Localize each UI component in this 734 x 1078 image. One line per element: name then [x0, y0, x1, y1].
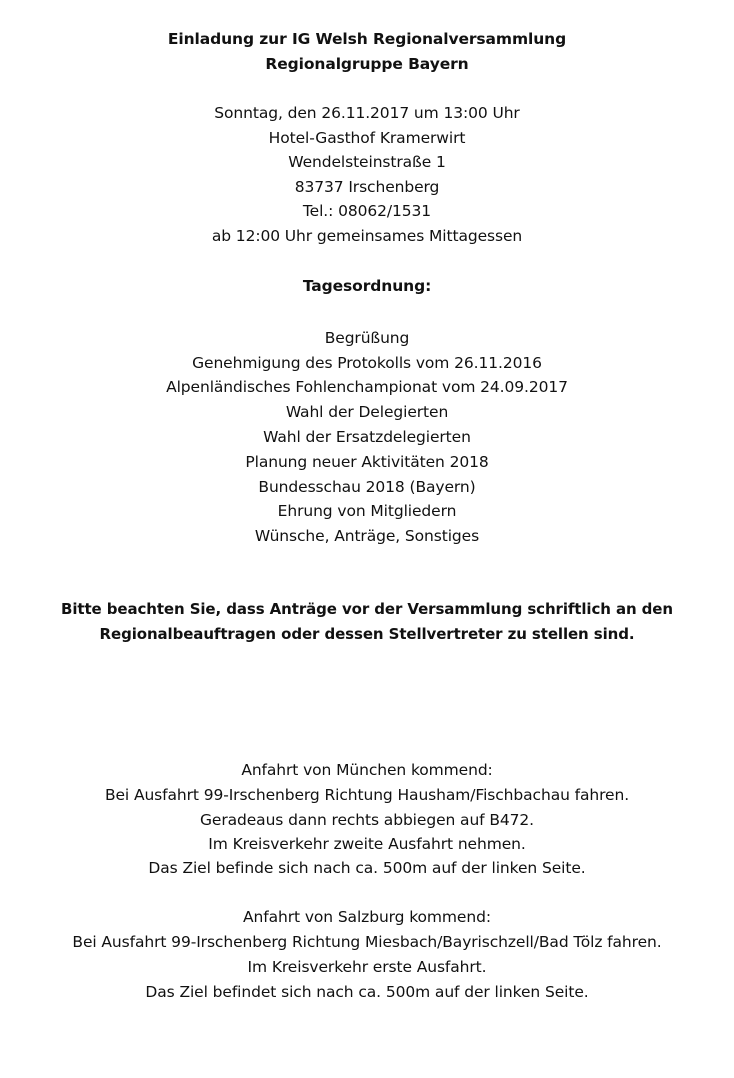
- directions-munich-line: Das Ziel befinde sich nach ca. 500m auf der linken Seite.: [148, 859, 586, 877]
- agenda-item: Bundesschau 2018 (Bayern): [258, 478, 476, 496]
- directions-salzburg-line: Bei Ausfahrt 99-Irschenberg Richtung Miesbach/Bayrischzell/Bad Tölz fahren.: [72, 933, 662, 951]
- event-phone: Tel.: 08062/1531: [302, 202, 432, 220]
- directions-salzburg-line: Im Kreisverkehr erste Ausfahrt.: [247, 958, 487, 976]
- agenda-item: Begrüßung: [324, 329, 410, 347]
- agenda-item: Wahl der Ersatzdelegierten: [263, 428, 471, 446]
- agenda-item: Planung neuer Aktivitäten 2018: [245, 453, 489, 471]
- agenda-item: Ehrung von Mitgliedern: [277, 502, 457, 520]
- directions-munich-line: Geradeaus dann rechts abbiegen auf B472.: [199, 811, 535, 829]
- agenda-item: Wünsche, Anträge, Sonstiges: [254, 527, 480, 545]
- event-date-time: Sonntag, den 26.11.2017 um 13:00 Uhr: [214, 104, 520, 122]
- notice-line-1: Bitte beachten Sie, dass Anträge vor der Versammlung schriftlich an den: [61, 600, 673, 618]
- directions-munich-heading: Anfahrt von München kommend:: [241, 761, 493, 779]
- notice-line-2: Regionalbeauftragen oder dessen Stellvertreter zu stellen sind.: [99, 625, 635, 643]
- title-line-2: Regionalgruppe Bayern: [265, 55, 469, 73]
- directions-munich-line: Bei Ausfahrt 99-Irschenberg Richtung Hausham/Fischbachau fahren.: [104, 786, 630, 804]
- agenda-heading: Tagesordnung:: [302, 277, 432, 295]
- event-lunch: ab 12:00 Uhr gemeinsames Mittagessen: [211, 227, 523, 245]
- directions-salzburg-heading: Anfahrt von Salzburg kommend:: [243, 908, 491, 926]
- directions-munich-line: Im Kreisverkehr zweite Ausfahrt nehmen.: [208, 835, 526, 853]
- title-line-1: Einladung zur IG Welsh Regionalversammlung: [167, 30, 567, 48]
- agenda-item: Genehmigung des Protokolls vom 26.11.2016: [192, 354, 542, 372]
- directions-salzburg-line: Das Ziel befindet sich nach ca. 500m auf der linken Seite.: [145, 983, 589, 1001]
- agenda-item: Wahl der Delegierten: [285, 403, 449, 421]
- agenda-item: Alpenländisches Fohlenchampionat vom 24.09.2017: [166, 378, 568, 396]
- event-venue: Hotel-Gasthof Kramerwirt: [268, 129, 466, 147]
- event-city: 83737 Irschenberg: [294, 178, 440, 196]
- event-street: Wendelsteinstraße 1: [288, 153, 446, 171]
